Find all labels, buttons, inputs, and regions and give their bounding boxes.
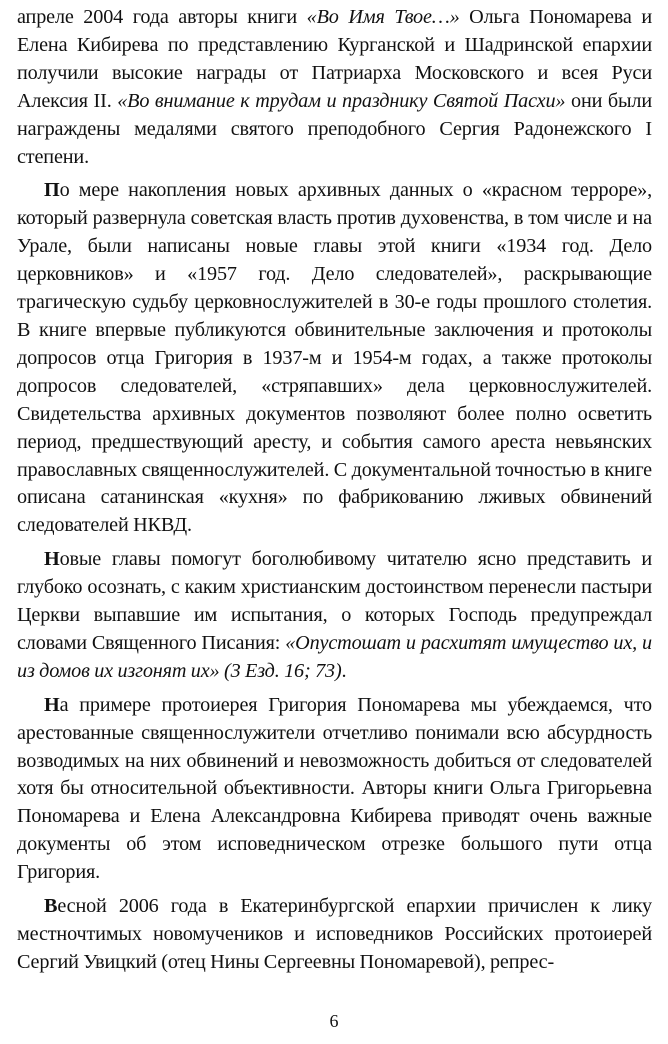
initial-letter: Н [44, 693, 60, 716]
initial-letter: Н [44, 548, 60, 571]
text-run: Ольга Пономарева и Елена Кибирева по представлению Курганской и Шадринской епархии получили высокие награды от Патриарха Московского и всея Руси Алексия II. [17, 6, 652, 112]
text-run: а примере протоиерея Григория Пономарева мы убеждаемся, что арестованные священнослужители отчетливо понимали всю абсурдность возводимых на них обвинений и невозможность добиться от следователей хотя бы относительной объективности. Авторы книги Ольга Григорьевна Пономарева и Елена Александровна Кибирева приводят очень важные документы об этом исповедническом отрезке большого пути отца Григория. [17, 693, 652, 884]
award-quote: «Во внимание к трудам и празднику Святой Пасхи» [117, 89, 566, 112]
text-run: они были награждены медалями святого преподобного Сергия Радонежского I степени. [17, 89, 653, 168]
text-run: овые главы помогут боголюбивому читателю ясно представить и глубоко осознать, с каким христианским достоинством перенесли пастыри Церкви выпавшие им испытания, о которых Господь предупреждал словами Священного Писания: [17, 548, 652, 654]
paragraph-4 [17, 692, 652, 887]
text-run: . [341, 659, 347, 682]
initial-letter: В [44, 895, 58, 918]
text-run: есной 2006 года в Екатеринбургской епархии причислен к лику местночтимых новомучеников и исповедников Российских протоиерей Сергий Увицкий (отец Нины Сергеевны Пономаревой), репрес- [17, 895, 652, 973]
paragraph-5 [17, 893, 652, 977]
initial-letter: П [44, 179, 60, 202]
book-title-quote: «Во Имя Твое…» [306, 6, 460, 28]
paragraph-1 [17, 4, 652, 171]
text-run: апреле 2004 года авторы книги [17, 6, 307, 28]
paragraph-3 [17, 546, 652, 686]
page-body [17, 4, 652, 983]
text-run: о мере накопления новых архивных данных о «красном терроре», который развернула советская власть против духовенства, в том числе и на Урале, были написаны новые главы этой книги «1934 год. Дело церковников» и «1957 год. Дело следователей», раскрывающие трагическую судьбу церковнослужителей в 30-е годы прошлого столетия. В книге впервые публикуются обвинительные заключения и протоколы допросов отца Григория в 1937-м и 1954-м годах, а также протоколы допросов следователей, «стряпавших» дела церковнослужителей. Свидетельства архивных документов позволяют более полно осветить период, предшествующий аресту, и события самого ареста невьянских православных священнослужителей. С документальной точностью в книге описана сатанинская «кухня» по фабрикованию лживых обвинений следователей НКВД. [17, 179, 652, 537]
page-number: 6 [329, 1011, 339, 1031]
scripture-quote: «Опустошат и расхитят имущество их, и из домов их изгонят их» (3 Езд. 16; 73) [17, 631, 652, 682]
paragraph-2 [17, 177, 652, 540]
